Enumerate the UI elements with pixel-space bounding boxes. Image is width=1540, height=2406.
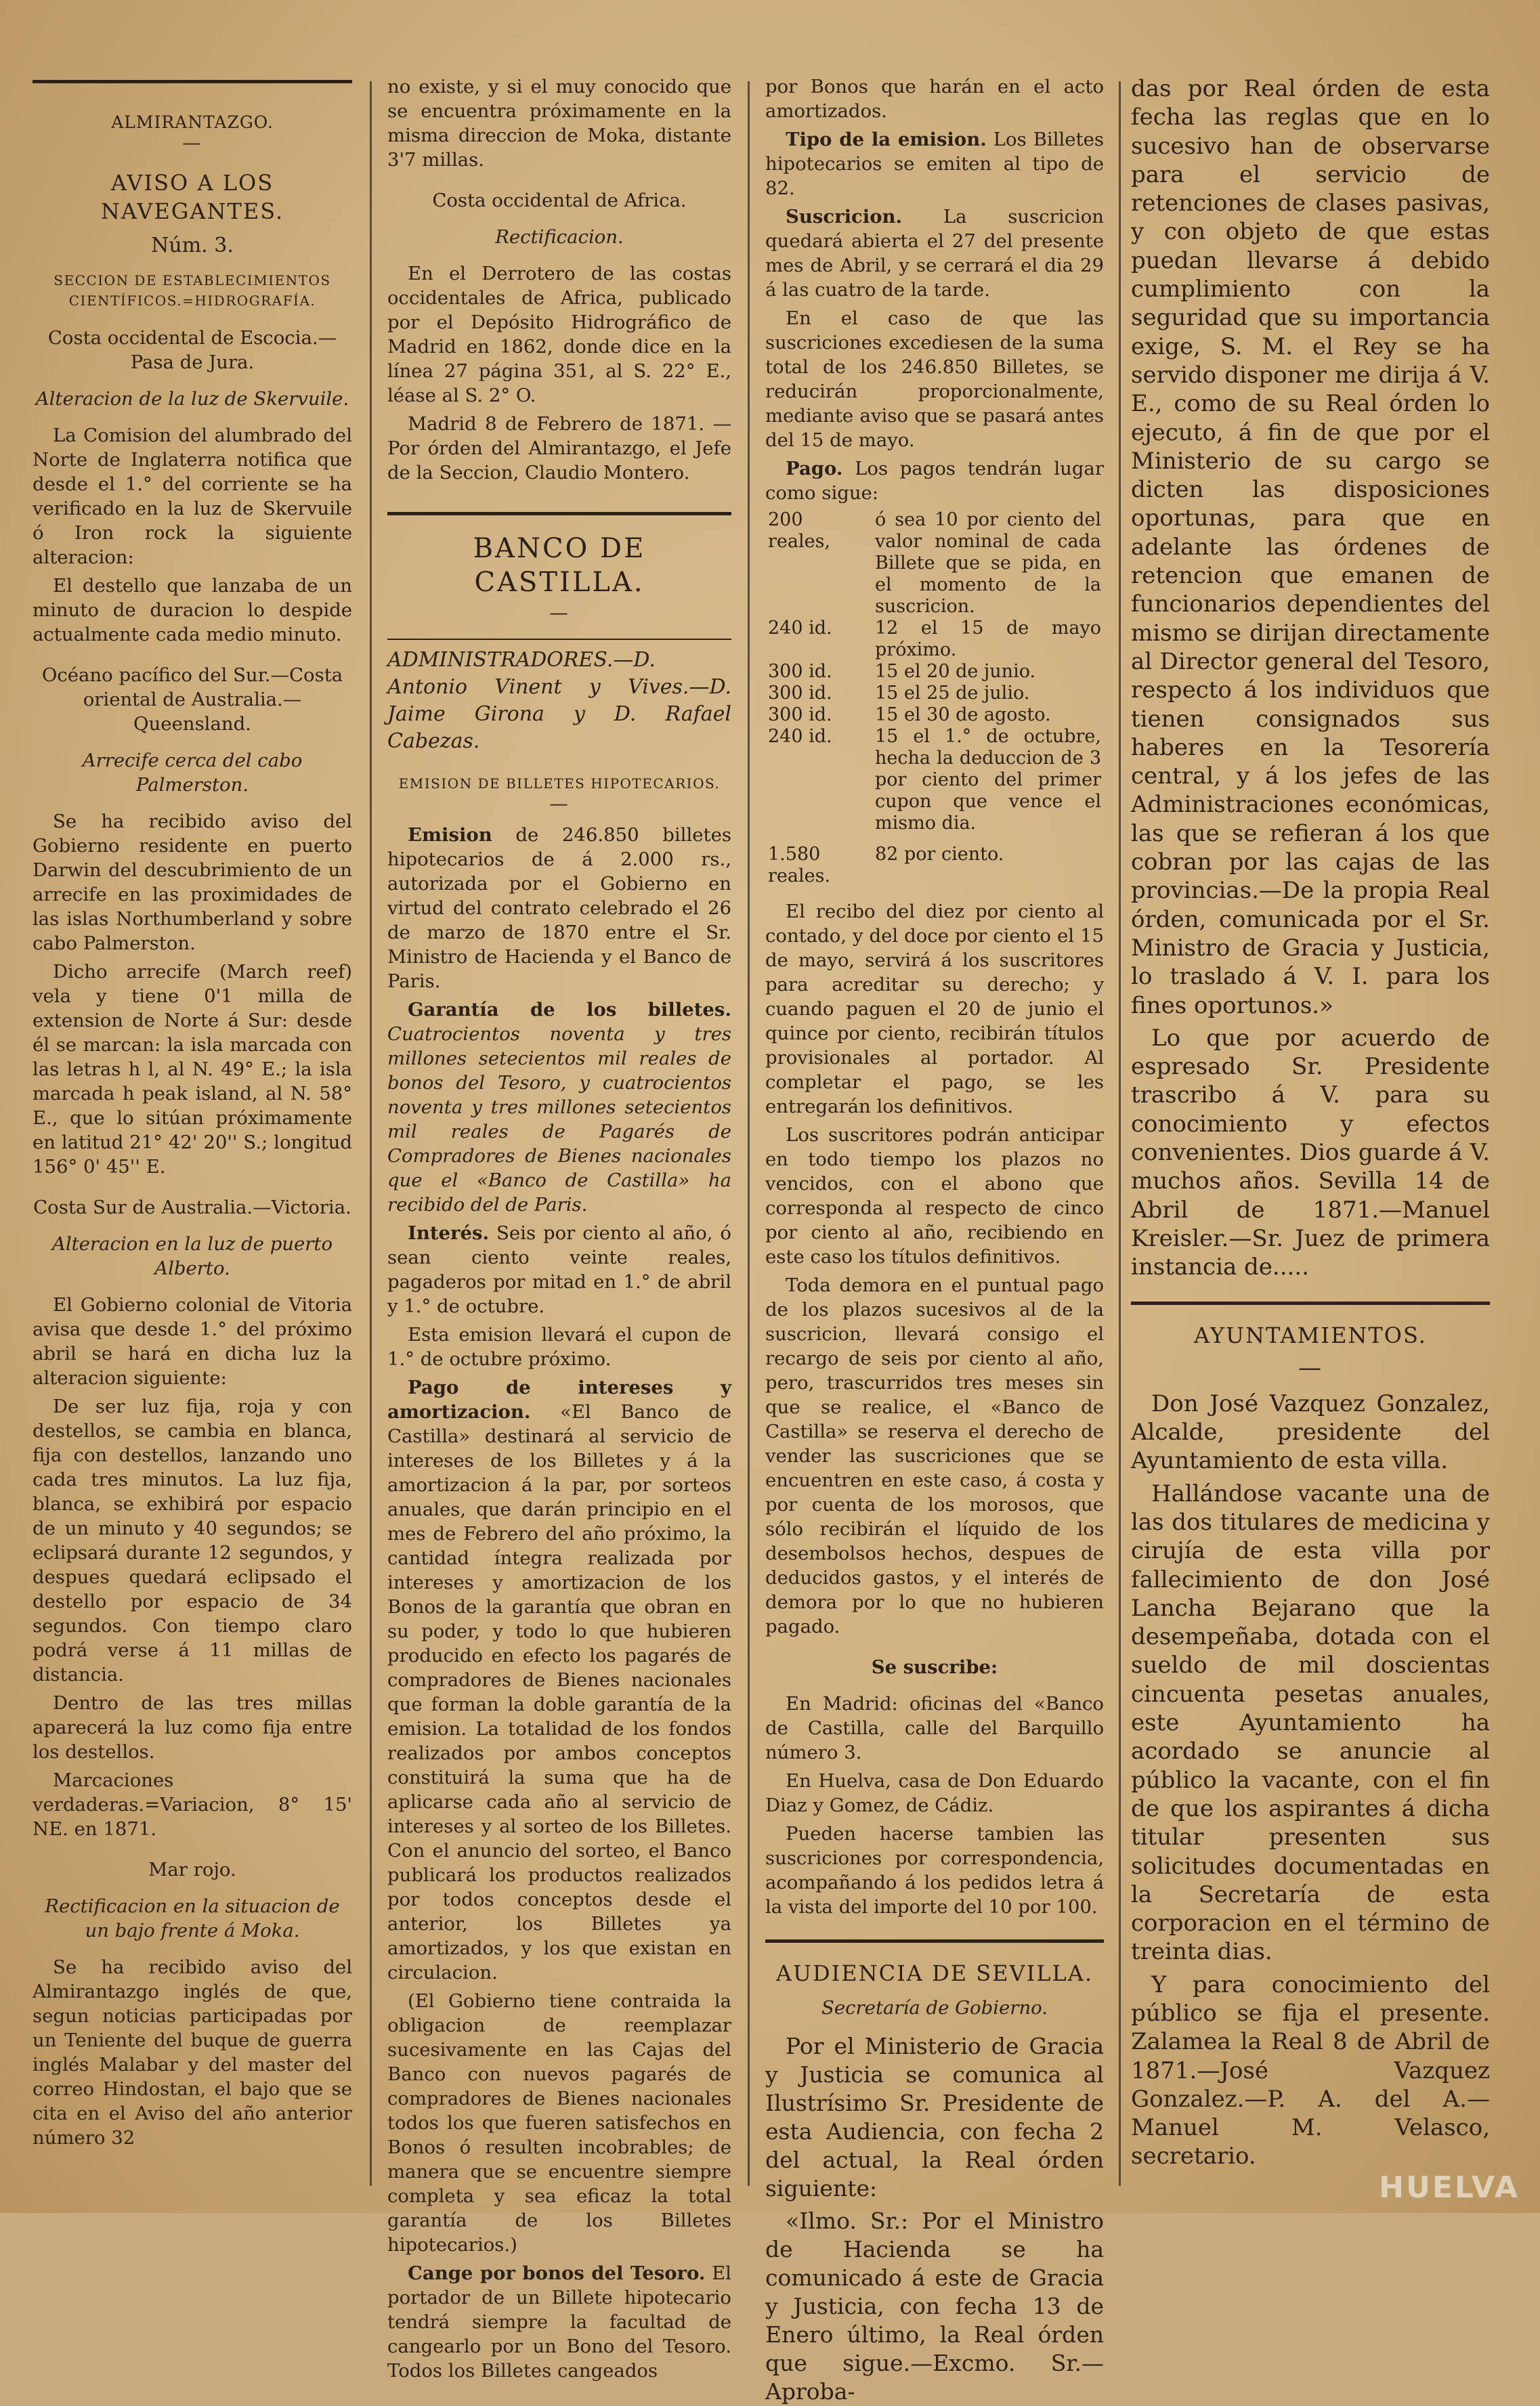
paragraph: «Ilmo. Sr.: Por el Ministro de Hacienda se ha comunicado á este de Gracia y Justicia, con fecha 13 de Enero último, la Real órden que sigue.—Excmo. Sr.—Aproba- bbox=[765, 2208, 1104, 2405]
paragraph: Se ha recibido aviso del Gobierno residente en puerto Darwin del descubrimiento de un arrecife en las proximidades de las islas Northumberland y sobre cabo Palmerston. bbox=[33, 811, 352, 954]
lead-text: Seis por ciento al año, ó sean ciento veinte reales, pagaderos por mitad en 1.° de abril y 1.° de octubre. bbox=[387, 1222, 731, 1317]
paragraph bbox=[387, 1221, 731, 1318]
rule bbox=[387, 512, 731, 515]
location-heading: Costa occidental de Africa. bbox=[432, 190, 687, 211]
payment-amount: 240 id. bbox=[768, 726, 832, 747]
paragraph: no existe, y si el muy conocido que se encuentra próximamente en la misma direccion de Moka, distante 3'7 millas. bbox=[387, 76, 731, 171]
paragraph: Madrid 8 de Febrero de 1871. —Por órden del Almirantazgo, el Jefe de la Seccion, Claudio Montero. bbox=[387, 413, 731, 484]
separator: — bbox=[182, 132, 202, 154]
rule bbox=[33, 80, 352, 83]
paragraph: Don José Vazquez Gonzalez, Alcalde, presidente del Ayuntamiento de esta villa. bbox=[1131, 1390, 1490, 1475]
payment-amount: 240 id. bbox=[768, 618, 832, 639]
lead-text: de 246.850 billetes hipotecarios de á 2.000 rs., autorizada por el Gobierno en virtud del contrato celebrado el 26 de marzo de 1870 entre el Sr. Ministro de Hacienda y el Banco de Paris. bbox=[387, 824, 731, 992]
payment-row bbox=[765, 509, 1104, 618]
rectification-heading: Rectificacion. bbox=[495, 226, 624, 248]
payment-total bbox=[765, 834, 1104, 887]
alteration-heading: Arrecife cerca del cabo Palmerston. bbox=[82, 750, 303, 796]
section-subtitle: SECCION DE ESTABLECIMIENTOS CIENTÍFICOS.=HIDROGRAFÍA. bbox=[54, 272, 331, 309]
payment-detail: 15 el 30 de agosto. bbox=[875, 704, 1051, 725]
lead-term: Emision bbox=[408, 824, 492, 846]
alteration-heading: Rectificacion en la situacion de un bajo frente á Moka. bbox=[45, 1895, 340, 1941]
rule bbox=[387, 639, 731, 640]
alteration-heading: Alteracion de la luz de Skervuile. bbox=[35, 388, 349, 410]
subscribe-heading: Se suscribe: bbox=[871, 1656, 998, 1678]
paragraph: En el caso de que las suscriciones excediesen de la suma total de los 246.850 Billetes, se reducirán proporcionalmente, mediante aviso que se pasará antes del 15 de mayo. bbox=[765, 307, 1104, 451]
column-4 bbox=[1131, 74, 1490, 2193]
payment-row bbox=[765, 683, 1104, 704]
paragraph bbox=[765, 205, 1104, 302]
paragraph: Dentro de las tres millas aparecerá la luz como fija entre los destellos. bbox=[33, 1692, 352, 1763]
paragraph: Toda demora en el puntual pago de los plazos sucesivos al de la suscricion, llevará consigo el recargo de seis por ciento al año, pero, trascurridos tres meses sin que se realice, el «Banco de Castilla» se reserva el derecho de vender las suscriciones que se encuentren en este caso, á costa y por cuenta de los morosos, que sólo recibirán el líquido de los desembolsos hechos, despues de deducidos gastos, y el interés de demora por lo que no hubieren pagado. bbox=[765, 1274, 1104, 1637]
location-heading: Mar rojo. bbox=[148, 1859, 236, 1881]
paragraph: Marcaciones verdaderas.=Variacion, 8° 15' NE. en 1871. bbox=[33, 1769, 352, 1840]
payment-detail: 12 el 15 de mayo próximo. bbox=[875, 618, 1101, 660]
column-3 bbox=[765, 74, 1104, 2405]
payment-detail: 15 el 20 de junio. bbox=[875, 661, 1036, 682]
paragraph: (El Gobierno tiene contraida la obligacion de reemplazar sucesivamente en las Cajas del Banco con nuevos pagarés de compradores de Bienes nacionales todos los que fueren satisfechos en Bonos ó resulten incobrables; de manera que se encuentre siempre completa y sea eficaz la total garantía de los Billetes hipotecarios.) bbox=[387, 1990, 731, 2256]
lead-text: Los Billetes hipotecarios se emiten al tipo de 82. bbox=[765, 129, 1104, 199]
location-heading: Costa Sur de Australia.—Victoria. bbox=[33, 1197, 351, 1218]
lead-text: «El Banco de Castilla» destinará al servicio de intereses de los Billetes y á la amortizacion á la par, por sorteos anuales, que darán principio en el mes de Febrero del año próximo, la cantidad íntegra realizada por intereses y amortizacion de los Bonos de la garantía que obran en su poder, y todo lo que hubieren producido en efecto los pagarés de compradores de Bienes nacionales que forman la doble garantía de la emision. La totalidad de los fondos realizados por ambos conceptos constituirá la suma que ha de aplicarse cada año al servicio de intereses y al sorteo de los Billetes. Con el anuncio del sorteo, el Banco publicará los productos realizados por todos conceptos desde el anterior, los Billetes ya amortizados, y los que existan en circulacion. bbox=[387, 1401, 731, 1983]
bank-title: BANCO DE CASTILLA. bbox=[473, 533, 646, 598]
paragraph: Lo que por acuerdo de espresado Sr. Presidente trascribo á V. para su conocimiento y efectos convenientes. Dios guarde á V. muchos años. Sevilla 14 de Abril de 1871.—Manuel Kreisler.—Sr. Juez de primera instancia de..... bbox=[1131, 1024, 1490, 1281]
ayuntamientos-title: AYUNTAMIENTOS. bbox=[1194, 1323, 1427, 1349]
paragraph bbox=[387, 2261, 731, 2383]
lead-text: El portador de un Billete hipotecario tendrá siempre la facultad de cangearlo por un Bono del Tesoro. Todos los Billetes cangeados bbox=[387, 2262, 731, 2382]
paragraph: El recibo del diez por ciento al contado, y del doce por ciento el 15 de mayo, servirá á los suscritores para acreditar su derecho; y cuando paguen el 20 de junio el quince por ciento, recibirán títulos provisionales al portador. Al completar el pago, se les entregarán los definitivos. bbox=[765, 901, 1104, 1117]
lead-term: Tipo de la emision. bbox=[786, 129, 987, 150]
paragraph: Esta emision llevará el cupon de 1.° de octubre próximo. bbox=[387, 1324, 731, 1370]
payment-amount: 200 reales, bbox=[768, 509, 831, 552]
total-percent: 82 por ciento. bbox=[875, 844, 1004, 865]
administrators: ADMINISTRADORES.—D. Antonio Vinent y Vives.—D. Jaime Girona y D. Rafael Cabezas. bbox=[387, 648, 731, 753]
lead-term: Pago. bbox=[786, 458, 843, 479]
payment-detail: 15 el 25 de julio. bbox=[875, 683, 1030, 704]
lead-term: Cange por bonos del Tesoro. bbox=[408, 2262, 706, 2284]
paragraph bbox=[387, 823, 731, 993]
paragraph: por Bonos que harán en el acto amortizados. bbox=[765, 76, 1104, 122]
column-divider bbox=[370, 81, 372, 2186]
paragraph: En Huelva, casa de Don Eduardo Diaz y Gomez, de Cádiz. bbox=[765, 1770, 1104, 1816]
archive-watermark: HUELVA bbox=[1379, 2170, 1520, 2205]
paragraph: Se ha recibido aviso del Almirantazgo inglés de que, segun noticias participadas por un Teniente del buque de guerra inglés Malabar y del master del correo Hindostan, el bajo que se cita en el Aviso del año anterior número 32 bbox=[33, 1956, 352, 2149]
paragraph: Los suscritores podrán anticipar en todo tiempo los plazos no vencidos, con el abono que corresponda al respecto de cinco por ciento al año, recibiendo en este caso los títulos definitivos. bbox=[765, 1124, 1104, 1268]
notice-number: Núm. 3. bbox=[151, 234, 234, 257]
column-2 bbox=[387, 74, 731, 2382]
payment-detail: ó sea 10 por ciento del valor nominal de cada Billete que se pida, en el momento de la suscricion. bbox=[875, 509, 1101, 617]
paragraph: De ser luz fija, roja y con destellos, se cambia en blanca, fija con destellos, lanzando uno cada tres minutos. La luz fija, blanca, se exhibirá por espacio de un minuto y 40 segundos; se eclipsará durante 12 segundos, y despues quedará eclipsado el destello por espacio de 34 segundos. Con tiempo claro podrá verse á 11 millas de distancia. bbox=[33, 1396, 352, 1685]
paragraph: Y para conocimiento del público se fija el presente. Zalamea la Real 8 de Abril de 1871.—José Vazquez Gonzalez.—P. A. del A.—Manuel M. Velasco, secretario. bbox=[1131, 1971, 1490, 2170]
paragraph: En Madrid: oficinas del «Banco de Castilla, calle del Barquillo número 3. bbox=[765, 1693, 1104, 1763]
payment-amount: 300 id. bbox=[768, 661, 832, 682]
location-heading: Costa occidental de Escocia.—Pasa de Jura. bbox=[47, 327, 337, 373]
paragraph: Por el Ministerio de Gracia y Justicia se comunica al Ilustrísimo Sr. Presidente de esta Audiencia, con fecha 2 del actual, la Real órden siguiente: bbox=[765, 2033, 1104, 2201]
lead-text: La suscricion quedará abierta el 27 del presente mes de Abril, y se cerrará el dia 29 á las cuatro de la tarde. bbox=[765, 206, 1104, 301]
payment-schedule bbox=[765, 509, 1104, 887]
payment-amount: 300 id. bbox=[768, 683, 832, 704]
lead-term: Suscricion. bbox=[786, 206, 903, 228]
payment-amount: 300 id. bbox=[768, 704, 832, 725]
separator: — bbox=[549, 793, 570, 815]
paragraph: La Comision del alumbrado del Norte de Inglaterra notifica que desde el 1.° del corriente se ha verificado en la luz de Skervuile ó Iron rock la siguiente alteracion: bbox=[33, 425, 352, 568]
audiencia-title: AUDIENCIA DE SEVILLA. bbox=[775, 1960, 1094, 1986]
paragraph: El Gobierno colonial de Vitoria avisa que desde 1.° del próximo abril se hará en dicha luz la alteracion siguiente: bbox=[33, 1294, 352, 1389]
aviso-title: AVISO A LOS NAVEGANTES. bbox=[100, 170, 284, 224]
paragraph: Pueden hacerse tambien las suscriciones por correspondencia, acompañando á los pedidos letra á la vista del importe del 10 por 100. bbox=[765, 1823, 1104, 1918]
paragraph: Dicho arrecife (March reef) vela y tiene 0'1 milla de extension de Norte á Sur: desde él se marcan: la isla marcada con las letras h l, al N. 49° E.; la isla marcada h peak island, al N. 58° E., que lo sitúan próximamente en latitud 21° 42' 20'' S.; longitud 156° 0' 45'' E. bbox=[33, 961, 352, 1178]
paragraph bbox=[765, 127, 1104, 200]
column-divider bbox=[1119, 81, 1121, 2186]
rule bbox=[765, 1939, 1104, 1943]
paragraph bbox=[387, 1375, 731, 1985]
section-title: ALMIRANTAZGO. bbox=[111, 112, 274, 132]
paragraph bbox=[387, 997, 731, 1217]
separator: — bbox=[1298, 1354, 1323, 1382]
lead-term: Interés. bbox=[408, 1222, 490, 1244]
alteration-heading: Alteracion en la luz de puerto Alberto. bbox=[51, 1233, 333, 1279]
total-amount: 1.580 reales. bbox=[768, 844, 831, 886]
payment-detail: 15 el 1.° de octubre, hecha la deduccion de 3 por ciento del primer cupon que vence el mismo dia. bbox=[875, 726, 1101, 834]
lead-text: Cuatrocientos noventa y tres millones setecientos mil reales de bonos del Tesoro, y cuatrocientos noventa y tres millones setecientos mil reales de Pagarés de Compradores de Bienes nacionales que el «Banco de Castilla» ha recibido del de Paris. bbox=[387, 1023, 731, 1216]
paragraph: En el Derrotero de las costas occidentales de Africa, publicado por el Depósito Hidrográfico de Madrid en 1862, donde dice en la línea 27 página 351, al S. 22° E., léase al S. 2° O. bbox=[387, 263, 731, 406]
payment-row bbox=[765, 704, 1104, 726]
paragraph bbox=[765, 456, 1104, 505]
lead-term: Garantía de los billetes. bbox=[408, 999, 731, 1021]
paragraph: das por Real órden de esta fecha las reglas que en lo sucesivo han de observarse para el servicio de retenciones de clases pasivas, y con objeto de que estas puedan llevarse á debido cumplimiento con la seguridad que su importancia exige, S. M. el Rey se ha servido disponer me dirija á V. E., como de su Real órden lo ejecuto, á fin de que por el Ministerio de su cargo se dicten las disposiciones oportunas, para que en adelante las órdenes de retencion que emanen de funcionarios dependientes del mismo se dirijan directamente al Director general del Tesoro, respecto á los individuos que tienen consignados sus haberes en la Tesorería central, y á los jefes de las Administraciones económicas, las que se refieran á los que cobran por las cajas de las provincias.—De la propia Real órden, comunicada por el Sr. Ministro de Gracia y Justicia, lo traslado á V. I. para los fines oportunos.» bbox=[1131, 75, 1490, 1019]
location-heading: Océano pacífico del Sur.—Costa oriental de Australia.—Queensland. bbox=[41, 664, 343, 735]
paragraph: Hallándose vacante una de las dos titulares de medicina y cirujía de esta villa por fallecimiento de don José Lancha Bejarano que la desempeñaba, dotada con el sueldo de mil doscientas cincuenta pesetas anuales, este Ayuntamiento ha acordado se anuncie al público la vacante, con el fin de que los aspirantes á dicha titular presenten sus solicitudes documentadas en la Secretaría de esta corporacion en el término de treinta dias. bbox=[1131, 1480, 1490, 1966]
separator: — bbox=[549, 602, 570, 624]
column-divider bbox=[748, 81, 750, 2186]
lead-term: Pago de intereses y amortizacion. bbox=[387, 1377, 731, 1423]
payment-row bbox=[765, 726, 1104, 834]
payment-row bbox=[765, 618, 1104, 661]
paragraph: El destello que lanzaba de un minuto de duracion lo despide actualmente cada medio minuto. bbox=[33, 575, 352, 645]
emission-heading: EMISION DE BILLETES HIPOTECARIOS. bbox=[398, 775, 721, 792]
rule bbox=[1131, 1302, 1490, 1305]
secretaria-heading: Secretaría de Gobierno. bbox=[821, 1997, 1048, 2019]
lead-text: Los pagos tendrán lugar como sigue: bbox=[765, 458, 1104, 504]
payment-row bbox=[765, 661, 1104, 683]
column-1 bbox=[33, 74, 352, 2193]
